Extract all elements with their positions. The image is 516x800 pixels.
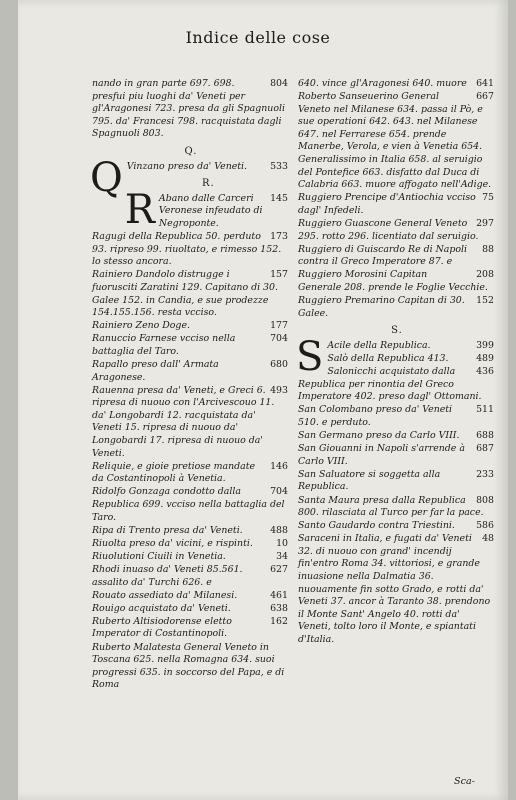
entry-text: Ragugi della Republica 50. perduto 93. ripreso 99. riuoltato, e rimesso 152. lo stesso ancora. xyxy=(92,231,282,268)
entry-text: Acile della Republica. xyxy=(327,339,431,351)
drop-cap: S xyxy=(296,333,324,380)
index-entry xyxy=(92,78,290,141)
page-number: 533 xyxy=(270,160,288,172)
index-entry xyxy=(298,192,496,217)
entry-text: Santa Maura presa dalla Republica 800. rilasciata al Turco per far la pace. xyxy=(298,494,484,519)
index-entry xyxy=(92,538,290,551)
index-entry xyxy=(92,564,290,589)
index-entry xyxy=(298,91,496,192)
page-number: 641 xyxy=(476,78,494,89)
entry-text: Abano dalle Carceri Veronese infeudato di Negroponte. xyxy=(158,192,263,229)
entry-text: Ruberto Malatesta General Veneto in Toscana 625. nella Romagna 634. suoi progressi 635. in soccorso del Papa, e di Roma xyxy=(92,641,285,691)
entry-text: Riuolta preso da' vicini, e rispinti. xyxy=(92,537,253,549)
page-number: 436 xyxy=(476,366,494,378)
section-letter: S. xyxy=(391,325,403,337)
page-number: 10 xyxy=(276,537,288,549)
page-number: 173 xyxy=(270,231,288,243)
index-entry xyxy=(298,533,496,646)
page-number: 808 xyxy=(476,494,494,506)
index-entry xyxy=(92,320,290,333)
page-number: 399 xyxy=(476,339,494,351)
page-number: 34 xyxy=(276,550,288,562)
page-title: Indice delle cose xyxy=(185,28,331,47)
section-letter: Q. xyxy=(184,145,198,157)
drop-cap: Q xyxy=(90,154,123,201)
page-number: 488 xyxy=(270,524,288,536)
page-number: 489 xyxy=(476,352,494,364)
index-entry xyxy=(92,642,290,692)
index-entry xyxy=(92,603,290,616)
entry-text: San Giouanni in Napoli s'arrende à Carlo VIII. xyxy=(298,443,465,467)
page-number: 162 xyxy=(270,615,288,627)
page-number: 75 xyxy=(482,192,494,204)
page-number: 461 xyxy=(270,589,288,601)
index-entry xyxy=(298,78,496,91)
page-number: 704 xyxy=(270,333,288,345)
entry-text: Rauenna presa da' Veneti, e Greci 6. ripresa di nuouo con l'Arcivescouo 11. da' Longobardi 12. racquistata da' Veneti 15. ripresa di nuouo da' Longobardi 17. ripresa di nuouo da' Veneti. xyxy=(92,384,275,459)
entry-text: Rainiero Zeno Doge. xyxy=(92,320,190,332)
page-number: 680 xyxy=(270,358,288,370)
page-number: 157 xyxy=(270,269,288,281)
index-entry xyxy=(298,353,496,366)
index-entry xyxy=(92,186,290,233)
page-number: 667 xyxy=(476,91,494,103)
entry-text: Salonicchi acquistato dalla Republica per rinontia del Greco Imperatore 402. preso dagl' Ottomani. xyxy=(298,366,482,403)
drop-cap: R xyxy=(124,186,155,233)
index-entry xyxy=(92,551,290,564)
entry-text: Rouigo acquistato da' Veneti. xyxy=(92,602,231,614)
entry-text: nando in gran parte 697. 698. presfui piu luoghi da' Veneti per gl'Aragonesi 723. presa da gli Spagnuoli 795. da' Francesi 798. racquistata dagli Spagnuoli 803. xyxy=(92,78,285,140)
entry-text: Reliquie, e gioie pretiose mandate da Costantinopoli à Venetia. xyxy=(92,460,256,485)
page-number: 511 xyxy=(476,404,494,416)
index-entry xyxy=(92,461,290,486)
page-number: 687 xyxy=(476,443,494,455)
entry-text: Ripa di Trento presa da' Veneti. xyxy=(92,524,243,536)
entry-text: Ruggiero Prencipe d'Antiochia vcciso dagl' Infedeli. xyxy=(298,192,476,216)
index-entry xyxy=(92,231,290,269)
entry-text: Rapallo preso dall' Armata Aragonese. xyxy=(92,358,219,383)
catchword: Sca- xyxy=(454,776,475,787)
index-entry xyxy=(92,359,290,384)
entry-text: Ranuccio Farnese vcciso nella battaglia del Taro. xyxy=(92,333,236,357)
page-number: 804 xyxy=(270,78,288,89)
page-number: 233 xyxy=(476,468,494,480)
index-entry xyxy=(92,333,290,358)
page-number: 638 xyxy=(270,602,288,614)
page-number: 704 xyxy=(270,486,288,498)
index-entry xyxy=(298,269,496,294)
index-column-right xyxy=(298,78,496,647)
page-number: 48 xyxy=(482,533,494,545)
entry-text: Salò della Republica 413. xyxy=(327,352,449,364)
entry-text: Riuolutioni Ciuili in Venetia. xyxy=(92,550,226,562)
entry-text: Vinzano preso da' Veneti. xyxy=(126,160,248,172)
index-entry xyxy=(298,244,496,269)
page-number: 152 xyxy=(476,295,494,307)
entry-text: Ruggiero Premarino Capitan di 30. Galee. xyxy=(298,295,465,319)
entry-text: Rouato assediato da' Milanesi. xyxy=(92,589,238,601)
entry-text: Ruggiero Morosini Capitan Generale 208. prende le Foglie Vecchie. xyxy=(298,269,488,293)
page-number: 493 xyxy=(270,384,288,396)
page-number: 627 xyxy=(270,563,288,575)
entry-text: San Colombano preso da' Veneti 510. e perduto. xyxy=(298,404,453,428)
index-entry xyxy=(92,525,290,538)
page-number: 177 xyxy=(270,320,288,332)
index-entry xyxy=(92,269,290,319)
index-entry xyxy=(92,385,290,461)
index-entry xyxy=(92,590,290,603)
page-number: 145 xyxy=(270,192,288,204)
page-number: 586 xyxy=(476,520,494,532)
index-entry xyxy=(92,616,290,641)
index-entry xyxy=(298,469,496,494)
index-column-left xyxy=(92,78,290,692)
entry-text: San Germano preso da Carlo VIII. xyxy=(298,430,460,442)
entry-text: Ruggiero Guascone General Veneto 295. rotto 296. licentiato dal seruigio. xyxy=(298,218,479,242)
index-entry xyxy=(298,520,496,533)
index-entry xyxy=(298,295,496,320)
entry-text: 640. vince gl'Aragonesi 640. muore xyxy=(298,78,467,89)
index-entry xyxy=(298,366,496,404)
page-number: 208 xyxy=(476,269,494,281)
index-entry xyxy=(298,443,496,468)
entry-text: Ruggiero di Guiscardo Re di Napoli contra il Greco Imperatore 87. e xyxy=(298,243,468,268)
entry-text: San Saluatore si soggetta alla Republica. xyxy=(298,468,441,493)
entry-text: Rhodi inuaso da' Veneti 85.561. assalito da' Turchi 626. e xyxy=(92,563,243,588)
index-entry xyxy=(298,218,496,243)
page-number: 297 xyxy=(476,218,494,230)
entry-text: Ridolfo Gonzaga condotto dalla Republica 699. vcciso nella battaglia del Taro. xyxy=(92,486,285,523)
index-entry xyxy=(298,430,496,443)
entry-text: Roberto Sanseuerino General Veneto nel Milanese 634. passa il Pò, e sue operationi 642. 643. nel Milanese 647. nel Ferrarese 654. prende Manerbe, Verola, e vien à Venetia 654. Generalissimo in Italia 658. al seruigio del Pontefice 663. disfatto dal Duca di Calabria 663. muore affogato nell'Adige. xyxy=(298,91,492,191)
entry-text: Rainiero Dandolo distrugge i fuorusciti Zaratini 129. Capitano di 30. Galee 152. in Candia, e sue prodezze 154.155.156. resta vcciso. xyxy=(92,269,278,319)
section-letter: R. xyxy=(202,178,215,190)
index-entry xyxy=(298,495,496,520)
index-entry xyxy=(92,486,290,524)
entry-text: Saraceni in Italia, e fugati da' Veneti 32. di nuouo con grand' incendij fin'entro Roma 34. vittoriosi, e grande inuasione nella Dalmatia 36. nuouamente fin sotto Grado, e rotti da' Veneti 37. ancor à Taranto 38. prendono il Monte Sant' Angelo 40. rotti da' Veneti, tolto loro il Monte, e spiantati d'Italia. xyxy=(298,533,491,646)
entry-text: Santo Gaudardo contra Triestini. xyxy=(298,520,455,532)
index-entry xyxy=(298,404,496,429)
page-number: 146 xyxy=(270,460,288,472)
page-number: 88 xyxy=(482,243,494,255)
entry-text: Ruberto Altisiodorense eletto Imperator di Costantinopoli. xyxy=(92,615,232,640)
page-number: 688 xyxy=(476,430,494,442)
